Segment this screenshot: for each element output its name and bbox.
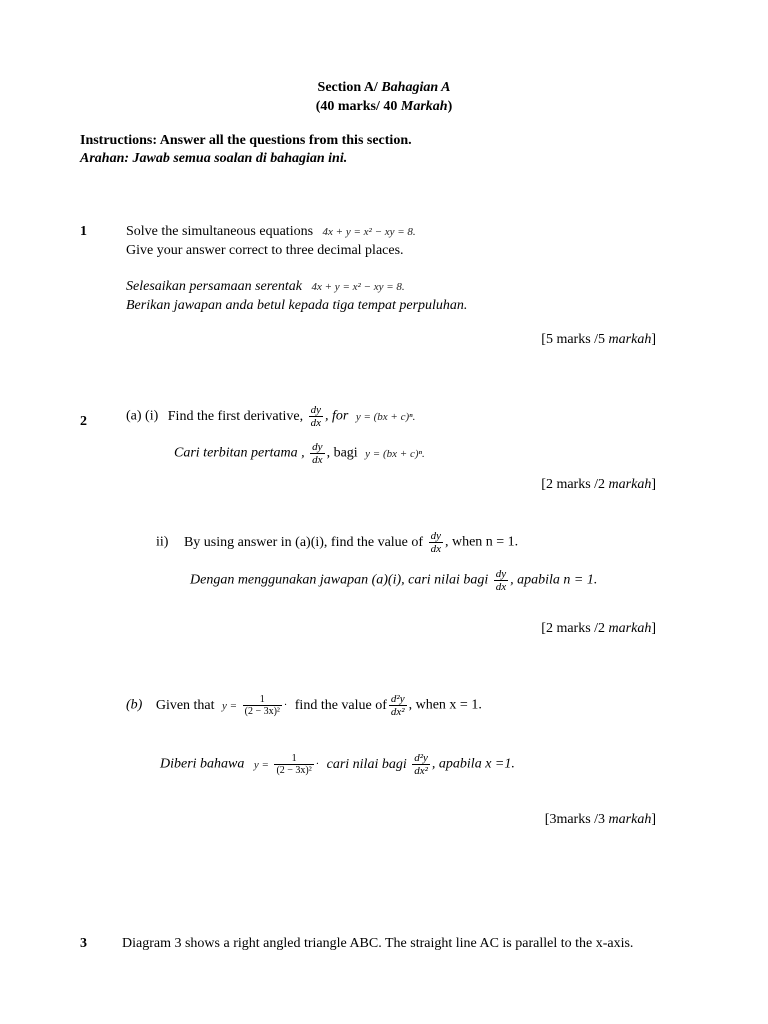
- q2aii-ms-when: , apabila n = 1.: [510, 572, 598, 588]
- frac-den: dx: [495, 581, 507, 594]
- q2b-function-fraction: [243, 694, 282, 717]
- instructions-en: Instructions: Answer all the questions from this section.: [80, 133, 412, 148]
- section-title: [0, 80, 768, 96]
- q2b-ms-when: , apabila x =1.: [431, 756, 515, 772]
- dy-dx-fraction: [309, 404, 323, 429]
- q2a-ms-function: y = (bx + c)ⁿ.: [365, 447, 425, 460]
- q2b-text: Given that: [155, 697, 215, 713]
- q3-number: 3: [80, 936, 87, 951]
- q1-marks-en: [5 marks /5: [541, 332, 606, 347]
- frac-den: dx: [312, 454, 323, 467]
- frac-den: dx: [430, 543, 441, 556]
- q2aii-line: [156, 530, 518, 555]
- frac-num: d²y: [390, 693, 405, 705]
- marks-label: (40 marks/ 40: [315, 99, 398, 114]
- instructions-ms: Arahan: Jawab semua soalan di bahagian ini.: [80, 151, 348, 166]
- d2y-dx2-fraction: [389, 693, 407, 718]
- frac-den: dx²: [414, 765, 428, 778]
- q2aii-when: , when n = 1.: [444, 534, 519, 550]
- frac-num: dy: [310, 404, 321, 416]
- q2aii-marks-close: ]: [651, 621, 656, 636]
- q2b-ms-text: Diberi bahawa: [160, 756, 245, 772]
- q1-text: Solve the simultaneous equations: [126, 224, 314, 239]
- q2b-ms-find: cari nilai bagi: [326, 756, 407, 772]
- q2aii-ms-text: Dengan menggunakan jawapan (a)(i), cari nilai bagi: [190, 572, 489, 588]
- q2a-ms-line: [174, 441, 425, 466]
- q1-equation: 4x + y = x² − xy = 8.: [322, 226, 416, 238]
- q1-ms-line1: [126, 279, 405, 295]
- q2aii-ms-line: [190, 568, 597, 593]
- frac-den: dx: [310, 417, 321, 430]
- q1-line2: Give your answer correct to three decimal places.: [126, 243, 404, 258]
- q2b-when: , when x = 1.: [408, 697, 482, 713]
- q2a-for: , for: [324, 408, 349, 424]
- frac-num: dy: [312, 441, 323, 453]
- q1-ms-line2: Berikan jawapan anda betul kepada tiga tempat perpuluhan.: [126, 298, 468, 313]
- dy-dx-fraction-ii: [429, 530, 443, 555]
- frac-den: dx²: [390, 706, 405, 719]
- q2a-marks-ms: markah: [608, 477, 652, 492]
- marks-label-ms: Markah: [400, 99, 448, 114]
- q2aii-text: By using answer in (a)(i), find the value of: [183, 534, 424, 550]
- frac-den: (2 − 3x)²: [276, 765, 312, 777]
- q2b-marks-en: [3marks /3: [544, 812, 606, 827]
- q2-number: 2: [80, 414, 87, 429]
- q2b-y: y =: [222, 699, 238, 712]
- q1-line1: [126, 224, 416, 240]
- q2b-ms-line: Diberi bahawa y = $\frac{1}{\text{(2 − 3x)²}}$ · cari nilai bagi $\frac{\text{d²y}}{\text{dx²}}$ , apabila x =1.: [160, 752, 515, 778]
- q2a-line: [126, 404, 415, 429]
- q2b-marks-close: ]: [651, 812, 656, 827]
- q2aii-marks: [541, 621, 656, 637]
- q2aii-marks-en: [2 marks /2: [541, 621, 606, 636]
- q2a-marks: [541, 477, 656, 493]
- q3-text: Diagram 3 shows a right angled triangle ABC. The straight line AC is parallel to the x-axis.: [122, 936, 634, 951]
- frac-num: d²y: [414, 752, 428, 764]
- q2b-marks: [545, 812, 656, 828]
- frac-num: 1: [243, 694, 282, 706]
- q2b-marks-ms: markah: [608, 812, 652, 827]
- q2a-text: Find the first derivative,: [167, 408, 304, 424]
- q1-ms-equation: 4x + y = x² − xy = 8.: [311, 281, 405, 293]
- dy-dx-fraction-ms: [310, 441, 324, 466]
- section-marks: [0, 99, 768, 115]
- q1-marks-ms: markah: [608, 332, 652, 347]
- q1-number: 1: [80, 224, 87, 239]
- q2b-label: (b): [126, 697, 143, 713]
- q1-marks: [541, 332, 656, 348]
- q2a-marks-close: ]: [651, 477, 656, 492]
- q2b-find: find the value of: [294, 697, 387, 713]
- dy-dx-fraction-ii-ms: [494, 568, 508, 593]
- q2aii-marks-ms: markah: [608, 621, 652, 636]
- q2a-bagi: , bagi: [326, 445, 358, 461]
- frac-num: dy: [430, 530, 441, 542]
- q2aii-label: ii): [156, 534, 169, 550]
- q2a-function: y = (bx + c)ⁿ.: [355, 410, 416, 423]
- q1-marks-close: ]: [651, 332, 656, 347]
- section-label: Section A/: [317, 80, 378, 95]
- q2b-ms-y: y =: [253, 758, 269, 771]
- q2b-line: (b) Given that y = $\frac{1}{\text{(2 − 3x)²}}$ · find the value of $\frac{\text{d²y}}{\text{dx²}}$ , when x = 1.: [126, 693, 482, 719]
- marks-close: ): [447, 99, 453, 114]
- q2b-ms-function-fraction: [274, 753, 313, 776]
- q2a-marks-en: [2 marks /2: [541, 477, 606, 492]
- q1-ms-text: Selesaikan persamaan serentak: [126, 279, 302, 294]
- section-label-ms: Bahagian A: [381, 80, 451, 95]
- frac-den: (2 − 3x)²: [244, 706, 280, 718]
- q2a-ms-text: Cari terbitan pertama ,: [174, 445, 305, 461]
- frac-num: 1: [274, 753, 313, 765]
- frac-num: dy: [495, 568, 507, 580]
- q2a-label: (a) (i): [126, 408, 159, 424]
- d2y-dx2-fraction-ms: [412, 752, 430, 777]
